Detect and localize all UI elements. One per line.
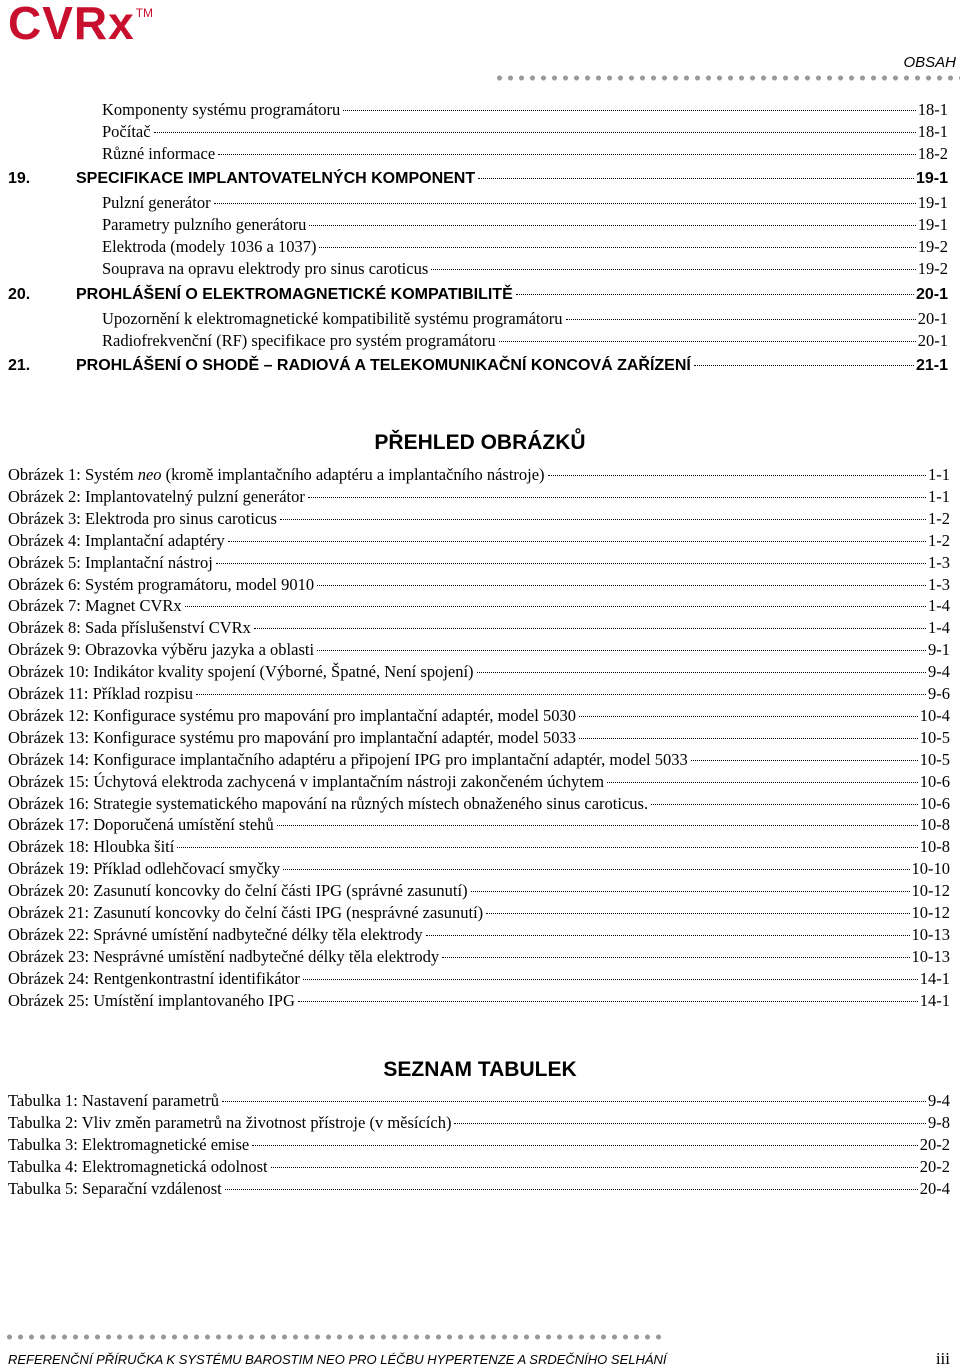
figure-entry[interactable] <box>8 640 950 660</box>
figure-entry-title <box>8 640 315 660</box>
figure-entry[interactable] <box>8 553 950 573</box>
dot-leader <box>277 825 918 826</box>
dot-leader <box>477 672 926 673</box>
figure-entry-page: 1-1 <box>928 486 950 506</box>
figure-entry-title <box>8 750 689 770</box>
figure-entry-title <box>8 553 214 573</box>
subsection-entry-title: Počítač <box>102 122 151 141</box>
chapter-entry-number: 21. <box>8 357 31 374</box>
figure-entry-page: 10-8 <box>919 837 950 857</box>
chapter-entry-number: 19. <box>8 170 31 187</box>
figure-entry-title <box>8 837 175 857</box>
cvrx-logo <box>8 0 153 48</box>
dot-leader <box>280 519 926 520</box>
dot-leader <box>218 154 916 155</box>
table-entry[interactable] <box>8 1157 950 1177</box>
figure-entry-text: Obrázek 16: Strategie systematického mapování na různých místech obnaženého sinus caroticus. <box>8 793 649 813</box>
figure-entry-title <box>8 903 484 923</box>
figure-entry[interactable] <box>8 596 950 616</box>
figure-entry-page: 10-6 <box>919 793 950 813</box>
chapter-entry-text: PROHLÁŠENÍ O SHODĚ – RADIOVÁ A TELEKOMUNIKAČNÍ KONCOVÁ ZAŘÍZENÍ <box>76 357 691 374</box>
chapter-entry[interactable] <box>8 170 948 188</box>
figure-entry-text: Obrázek 23: Nesprávné umístění nadbytečné délky těla elektrody <box>8 946 440 966</box>
dot-leader <box>579 716 918 717</box>
figure-entry-text: Obrázek 25: Umístění implantovaného IPG <box>8 990 295 1010</box>
figure-entry-page: 14-1 <box>919 990 950 1010</box>
dot-leader <box>308 497 926 498</box>
figure-entry-text: Obrázek 3: Elektroda pro sinus caroticus <box>8 508 277 528</box>
figure-entry-page: 1-3 <box>928 574 950 594</box>
table-entry-text: Tabulka 4: Elektromagnetická odolnost <box>8 1157 268 1176</box>
figure-entry[interactable] <box>8 815 950 835</box>
figure-entry-title <box>8 991 296 1011</box>
subsection-entry[interactable] <box>102 331 948 351</box>
figure-entry-text: Obrázek 2: Implantovatelný pulzní generátor <box>8 486 305 506</box>
figure-entry-page: 1-4 <box>928 596 950 616</box>
dot-leader <box>317 585 926 586</box>
figure-entry[interactable] <box>8 531 950 551</box>
table-entry-page: 20-2 <box>919 1157 950 1176</box>
subsection-entry-page: 19-1 <box>917 215 948 234</box>
subsection-entry[interactable] <box>102 259 948 279</box>
subsection-entry[interactable] <box>102 100 948 120</box>
figure-entry-page: 10-13 <box>911 924 950 944</box>
figure-entry-title <box>8 596 183 616</box>
figure-entry[interactable] <box>8 728 950 748</box>
subsection-entry[interactable] <box>102 122 948 142</box>
figure-entry-page: 1-2 <box>928 508 950 528</box>
footer-dot-divider <box>4 1334 664 1340</box>
dot-leader <box>566 319 916 320</box>
table-entry-page: 20-2 <box>919 1135 950 1154</box>
subsection-entry[interactable] <box>102 237 948 257</box>
chapter-entry-text: SPECIFIKACE IMPLANTOVATELNÝCH KOMPONENT <box>76 170 476 187</box>
figure-entry-text: Obrázek 1: Systém <box>8 465 138 484</box>
dot-leader <box>254 628 926 629</box>
figure-entry[interactable] <box>8 837 950 857</box>
figure-entry-title <box>8 575 315 595</box>
figure-entry-page: 14-1 <box>919 968 950 988</box>
tables-heading: SEZNAM TABULEK <box>383 1058 577 1081</box>
dot-leader <box>516 294 914 295</box>
table-entry-text: Tabulka 3: Elektromagnetické emise <box>8 1135 250 1154</box>
figure-entry-page: 1-3 <box>928 552 950 572</box>
dot-leader <box>319 247 915 248</box>
subsection-entry-title: Souprava na opravu elektrody pro sinus caroticus <box>102 259 429 278</box>
figure-entry-text: Obrázek 19: Příklad odlehčovací smyčky <box>8 859 281 879</box>
header-section-label: OBSAH <box>903 54 956 71</box>
table-entry-page: 9-4 <box>928 1091 950 1110</box>
figure-entry[interactable] <box>8 925 950 945</box>
dot-leader <box>478 178 914 179</box>
table-entry-title <box>8 1113 452 1133</box>
figure-entry-title <box>8 881 469 901</box>
chapter-entry-text: PROHLÁŠENÍ O ELEKTROMAGNETICKÉ KOMPATIBILITĚ <box>76 286 513 303</box>
subsection-entry-page: 18-2 <box>917 144 948 163</box>
table-entry[interactable] <box>8 1091 950 1111</box>
figure-entry-page: 10-13 <box>911 946 950 966</box>
dot-leader <box>431 269 916 270</box>
dot-leader <box>691 760 918 761</box>
figure-entry-title <box>8 925 424 945</box>
footer-page-number: iii <box>935 1349 950 1368</box>
chapter-entry-title <box>8 286 514 304</box>
figure-entry[interactable] <box>8 750 950 770</box>
subsection-entry-title: Parametry pulzního generátoru <box>102 215 307 234</box>
chapter-entry-page: 20-1 <box>915 286 948 303</box>
dot-leader <box>214 203 916 204</box>
figure-entry-page: 9-1 <box>928 640 950 660</box>
dot-leader <box>454 1123 926 1124</box>
table-entry[interactable] <box>8 1179 950 1199</box>
dot-leader <box>228 541 926 542</box>
subsection-entry-page: 20-1 <box>917 331 948 350</box>
dot-leader <box>471 891 910 892</box>
figure-entry-text: Obrázek 13: Konfigurace systému pro mapování pro implantační adaptér, model 5033 <box>8 727 576 747</box>
chapter-entry-title <box>8 170 476 188</box>
figure-entry-title <box>8 815 275 835</box>
subsection-entry-page: 19-2 <box>917 259 948 278</box>
figure-entry[interactable] <box>8 969 950 989</box>
figure-entry-title <box>8 706 577 726</box>
figure-entry[interactable] <box>8 465 950 485</box>
dot-leader <box>177 847 917 848</box>
figure-entry-text: Obrázek 20: Zasunutí koncovky do čelní části IPG (správné zasunutí) <box>8 881 468 901</box>
figure-entry-title <box>8 487 306 507</box>
figure-entry-page: 10-6 <box>919 771 950 791</box>
figure-entry-page: 10-12 <box>911 903 950 922</box>
figure-entry-text-cont: (kromě implantačního adaptéru a implantačního nástroje) <box>161 465 545 484</box>
dot-leader <box>548 475 926 476</box>
figure-entry[interactable] <box>8 662 950 682</box>
dot-leader <box>196 694 926 695</box>
figure-entry-text: Obrázek 12: Konfigurace systému pro mapování pro implantační adaptér, model 5030 <box>8 705 576 725</box>
subsection-entry[interactable] <box>102 193 948 213</box>
table-entry-text: Tabulka 1: Nastavení parametrů <box>8 1091 219 1110</box>
table-entry-text: Tabulka 2: Vliv změn parametrů na životnost přístroje (v měsících) <box>8 1113 452 1132</box>
dot-leader <box>499 341 916 342</box>
figure-entry[interactable] <box>8 706 950 726</box>
figure-entry-page: 1-1 <box>928 465 950 484</box>
figure-entry-title <box>8 509 278 529</box>
table-entry-page: 9-8 <box>928 1113 950 1132</box>
dot-leader <box>607 782 918 783</box>
logo-wordmark: CVRx <box>8 0 135 49</box>
figure-entry[interactable] <box>8 947 950 967</box>
figure-entry[interactable] <box>8 859 950 879</box>
figure-entry-page: 1-2 <box>928 530 950 550</box>
footer-title: REFERENČNÍ PŘÍRUČKA K SYSTÉMU BAROSTIM NEO PRO LÉČBU HYPERTENZE A SRDEČNÍHO SELHÁNÍ <box>8 1352 667 1367</box>
figure-entry-text: Obrázek 15: Úchytová elektroda zachycená v implantačním nástroji zakončeném úchytem <box>8 771 605 791</box>
subsection-entry-title: Pulzní generátor <box>102 193 211 212</box>
figure-entry-page: 1-4 <box>928 618 950 638</box>
table-entry[interactable] <box>8 1135 950 1155</box>
figure-entry[interactable] <box>8 684 950 704</box>
subsection-entry[interactable] <box>102 309 948 329</box>
dot-leader <box>216 563 926 564</box>
dot-leader <box>343 110 915 111</box>
figure-entry-title <box>8 728 577 748</box>
figure-entry-title <box>8 772 605 792</box>
dot-leader <box>486 913 909 914</box>
figure-entry-page: 10-4 <box>919 705 950 725</box>
dot-leader <box>309 225 915 226</box>
table-entry[interactable] <box>8 1113 950 1133</box>
figure-entry[interactable] <box>8 618 950 638</box>
subsection-entry-title: Různé informace <box>102 144 216 163</box>
figure-entry-page: 10-5 <box>919 727 950 747</box>
figure-entry[interactable] <box>8 903 950 923</box>
table-entry-page: 20-4 <box>919 1179 950 1198</box>
figure-entry[interactable] <box>8 881 950 901</box>
figure-entry-title <box>8 531 226 551</box>
dot-leader <box>579 738 918 739</box>
figure-entry-text: Obrázek 18: Hloubka šití <box>8 837 175 857</box>
dot-leader <box>154 132 916 133</box>
dot-leader <box>225 1189 918 1190</box>
figure-entry-text: Obrázek 7: Magnet CVRx <box>8 596 182 616</box>
figure-entry-text: Obrázek 17: Doporučená umístění stehů <box>8 815 274 835</box>
dot-leader <box>222 1101 926 1102</box>
figure-entry-text: Obrázek 24: Rentgenkontrastní identifikátor <box>8 968 300 988</box>
figure-entry-title <box>8 794 649 814</box>
figure-entry-page: 10-8 <box>919 815 950 835</box>
figure-entry[interactable] <box>8 794 950 814</box>
figure-entry-page: 9-4 <box>928 662 950 682</box>
figure-entry-text: Obrázek 14: Konfigurace implantačního adaptéru a připojení IPG pro implantační adaptér, model 5033 <box>8 749 688 769</box>
figure-entry[interactable] <box>8 772 950 792</box>
figure-entry-page: 10-10 <box>911 859 950 879</box>
subsection-entry-page: 19-2 <box>917 237 948 256</box>
table-entry-title <box>8 1179 223 1199</box>
figure-entry-page: 10-12 <box>911 881 950 901</box>
dot-leader <box>426 935 910 936</box>
chapter-entry[interactable] <box>8 357 948 375</box>
figure-entry-title <box>8 465 546 485</box>
figure-entry-text: Obrázek 22: Správné umístění nadbytečné délky těla elektrody <box>8 924 423 944</box>
figure-entry-title <box>8 969 301 989</box>
figure-entry-text: Obrázek 9: Obrazovka výběru jazyka a oblasti <box>8 640 315 660</box>
subsection-entry-page: 18-1 <box>917 100 948 119</box>
figure-entry-title <box>8 618 252 638</box>
figure-entry-title <box>8 684 194 704</box>
dot-leader <box>442 957 909 958</box>
logo-trademark: TM <box>135 6 154 20</box>
figure-entry[interactable] <box>8 509 950 529</box>
figure-entry[interactable] <box>8 991 950 1011</box>
figure-entry[interactable] <box>8 487 950 507</box>
dot-leader <box>694 365 914 366</box>
dot-leader <box>298 1001 918 1002</box>
subsection-entry-page: 18-1 <box>917 122 948 141</box>
figure-entry-title <box>8 947 440 967</box>
table-entry-title <box>8 1135 250 1155</box>
subsection-entry-title: Upozornění k elektromagnetické kompatibilitě systému programátoru <box>102 309 563 328</box>
chapter-entry-title <box>8 357 692 375</box>
figure-entry-text: Obrázek 6: Systém programátoru, model 9010 <box>8 574 315 594</box>
figure-entry-text: Obrázek 5: Implantační nástroj <box>8 552 213 572</box>
figure-entry-title <box>8 662 475 682</box>
subsection-entry-page: 19-1 <box>917 193 948 212</box>
figure-entry-text: Obrázek 21: Zasunutí koncovky do čelní části IPG (nesprávné zasunutí) <box>8 903 484 922</box>
chapter-entry-number: 20. <box>8 286 31 303</box>
figure-entry-title <box>8 859 281 879</box>
table-entry-title <box>8 1091 220 1111</box>
dot-leader <box>651 804 918 805</box>
figure-entry-page: 10-5 <box>919 749 950 769</box>
figure-entry-text: Obrázek 8: Sada příslušenství CVRx <box>8 618 251 638</box>
chapter-entry-page: 21-1 <box>915 357 948 374</box>
figures-heading: PŘEHLED OBRÁZKŮ <box>374 431 586 454</box>
dot-leader <box>271 1167 918 1168</box>
dot-leader <box>303 979 918 980</box>
subsection-entry-title: Radiofrekvenční (RF) specifikace pro systém programátoru <box>102 331 496 350</box>
chapter-entry[interactable] <box>8 286 948 304</box>
dot-leader <box>185 606 926 607</box>
subsection-entry[interactable] <box>102 215 948 235</box>
chapter-entry-page: 19-1 <box>915 170 948 187</box>
dot-leader <box>252 1145 918 1146</box>
figure-entry-text: Obrázek 10: Indikátor kvality spojení (Výborné, Špatné, Není spojení) <box>8 662 474 682</box>
subsection-entry-title: Elektroda (modely 1036 a 1037) <box>102 237 317 256</box>
table-entry-text: Tabulka 5: Separační vzdálenost <box>8 1179 222 1198</box>
figure-entry-text: Obrázek 11: Příklad rozpisu <box>8 684 193 703</box>
subsection-entry-title: Komponenty systému programátoru <box>102 100 341 119</box>
figure-entry-emphasis: neo <box>137 465 162 484</box>
figure-entry-text: Obrázek 4: Implantační adaptéry <box>8 530 225 550</box>
figure-entry[interactable] <box>8 575 950 595</box>
subsection-entry-page: 20-1 <box>917 309 948 328</box>
dot-leader <box>283 869 909 870</box>
dot-leader <box>317 650 926 651</box>
table-entry-title <box>8 1157 269 1177</box>
header-dot-divider <box>494 75 960 81</box>
figure-entry-page: 9-6 <box>928 684 950 703</box>
subsection-entry[interactable] <box>102 144 948 164</box>
